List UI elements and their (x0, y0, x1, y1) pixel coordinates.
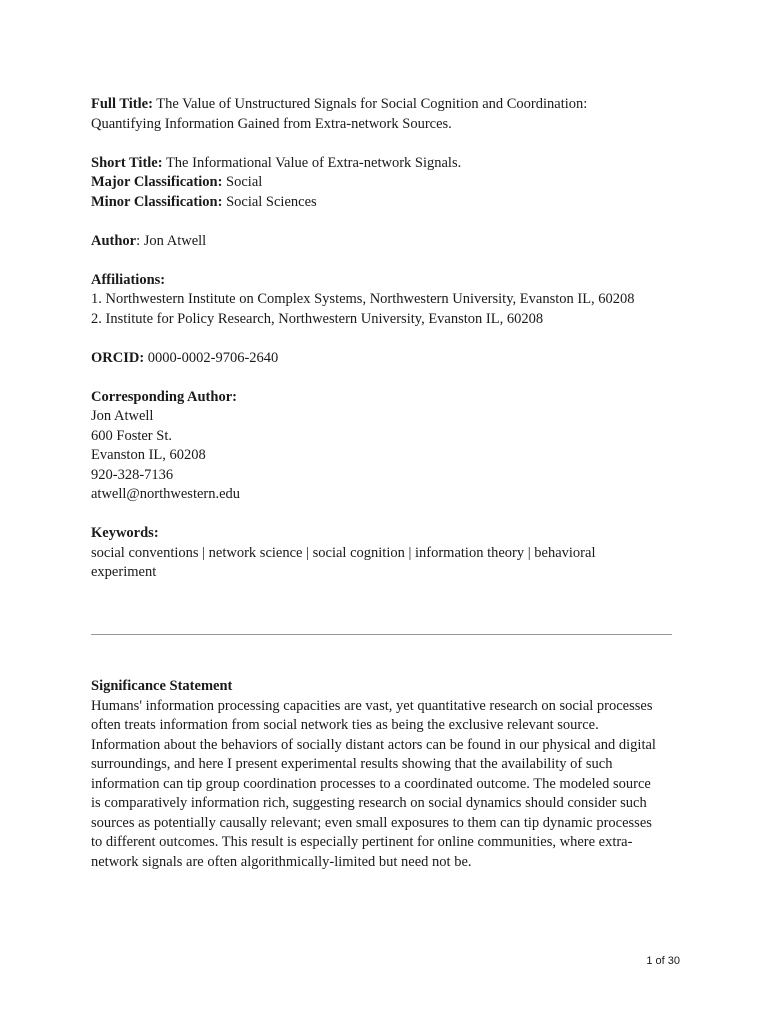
author-label: Author (91, 232, 137, 249)
affiliations-label: Affiliations: (91, 271, 166, 288)
full-title-label: Full Title: (91, 96, 153, 112)
significance-line: Humans' information processing capacities are vast, yet quantitative research on social processes (91, 697, 653, 714)
author-value: : Jon Atwell (136, 232, 207, 249)
major-classification-value: Social (222, 174, 263, 190)
major-classification-label: Major Classification: (91, 174, 223, 190)
significance-line: surroundings, and here I present experimental results showing that the availability of such (91, 756, 613, 772)
significance-line: often treats information from social network ties as being the exclusive relevant source. (91, 717, 599, 733)
short-title (91, 154, 691, 174)
orcid-value: 0000-0002-9706-2640 (144, 349, 279, 366)
page-number: 1 of 30 (646, 955, 680, 967)
major-classification (91, 173, 691, 193)
significance-statement (91, 677, 691, 872)
keywords-line1: social conventions | network science | social cognition | information theory | behavioral (91, 544, 596, 561)
orcid-label: ORCID: (91, 349, 145, 366)
corresponding-author-phone: 920-328-7136 (91, 466, 174, 483)
corresponding-author-city: Evanston IL, 60208 (91, 447, 206, 463)
keywords-line2: experiment (91, 564, 157, 580)
significance-line: information can tip group coordination processes to a coordinated outcome. The modeled source (91, 775, 651, 792)
keywords (91, 524, 691, 583)
horizontal-divider (91, 634, 672, 635)
corresponding-author-email: atwell@northwestern.edu (91, 486, 241, 502)
minor-classification (91, 193, 691, 213)
author (91, 232, 691, 252)
significance-line: network signals are often algorithmically-limited but need not be. (91, 853, 472, 870)
minor-classification-label: Minor Classification: (91, 193, 223, 210)
significance-statement-title: Significance Statement (91, 678, 233, 694)
corresponding-author (91, 388, 691, 505)
short-title-label: Short Title: (91, 154, 163, 171)
keywords-label: Keywords: (91, 525, 159, 541)
full-title (91, 95, 691, 134)
short-title-value: The Informational Value of Extra-network Signals. (162, 154, 462, 171)
significance-line: to different outcomes. This result is especially pertinent for online communities, where extra- (91, 834, 633, 850)
corresponding-author-label: Corresponding Author: (91, 388, 237, 405)
corresponding-author-street: 600 Foster St. (91, 427, 172, 444)
significance-line: sources as potentially causally relevant; even small exposures to them can tip dynamic processes (91, 814, 652, 831)
affiliation-item: 1. Northwestern Institute on Complex Systems, Northwestern University, Evanston IL, 60208 (91, 291, 635, 307)
orcid (91, 349, 691, 369)
title-page-metadata (91, 95, 691, 583)
minor-classification-value: Social Sciences (222, 193, 317, 210)
full-title-line2: Quantifying Information Gained from Extra-network Sources. (91, 115, 452, 132)
full-title-line1: The Value of Unstructured Signals for Social Cognition and Coordination: (152, 96, 588, 112)
significance-line: Information about the behaviors of socially distant actors can be found in our physical and digital (91, 736, 656, 753)
corresponding-author-name: Jon Atwell (91, 408, 154, 424)
affiliations (91, 271, 691, 330)
affiliation-item: 2. Institute for Policy Research, Northwestern University, Evanston IL, 60208 (91, 310, 544, 327)
significance-line: is comparatively information rich, suggesting research on social dynamics should consider such (91, 795, 647, 811)
